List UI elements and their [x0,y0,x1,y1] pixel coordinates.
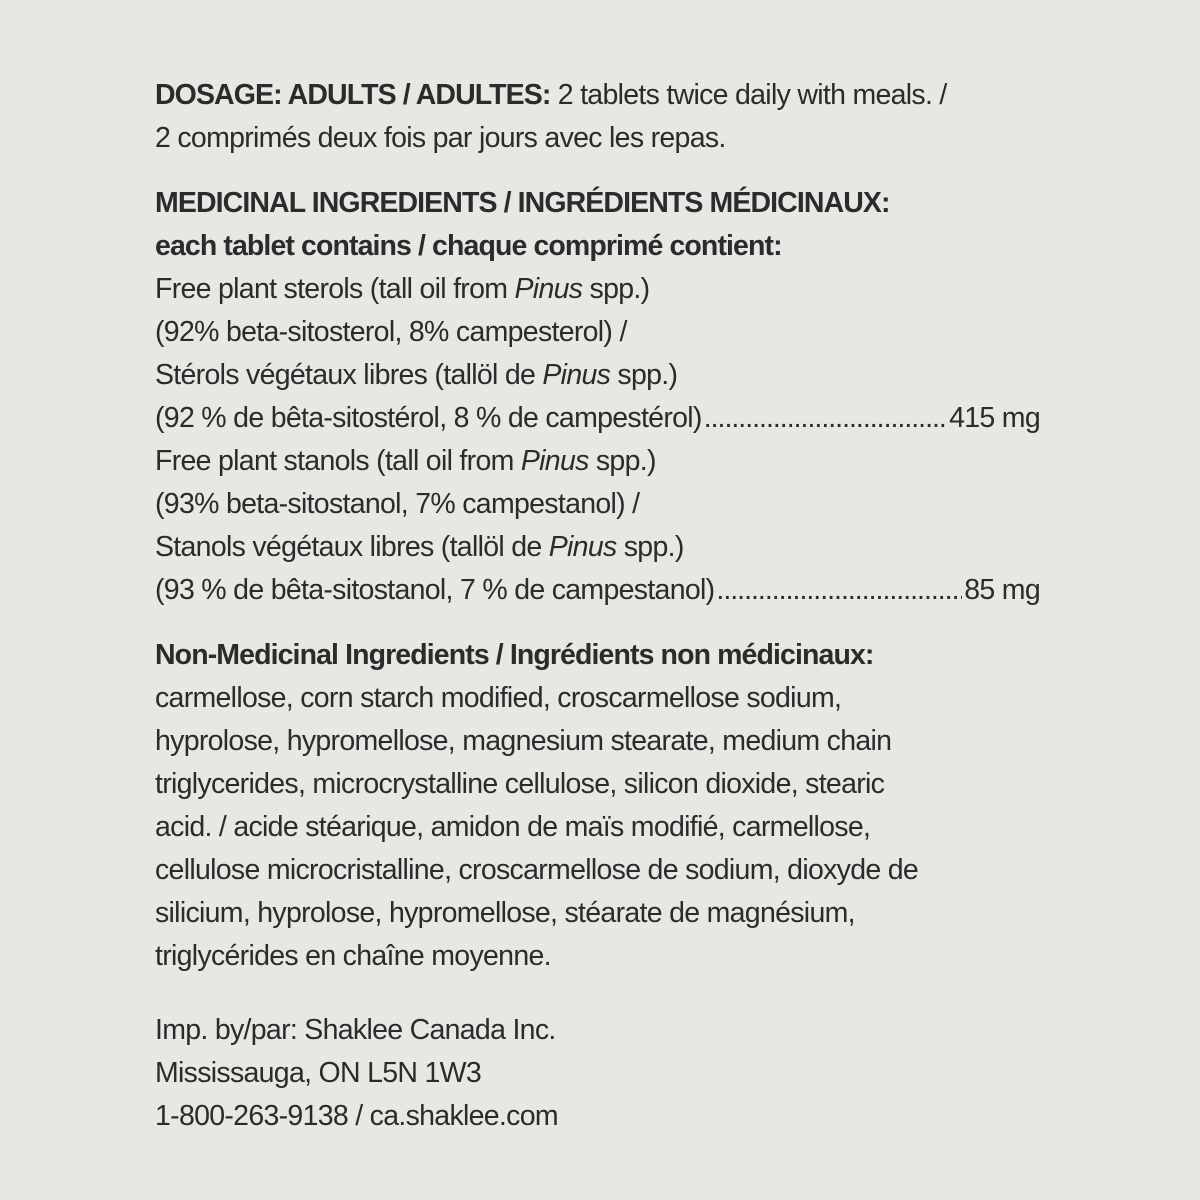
dosage-line-1 [155,74,1055,117]
stanols-amount-row [155,569,1040,612]
genus-name: Pinus [520,445,589,477]
non-medicinal-line: triglycérides en chaîne moyenne. [155,940,551,972]
importer-contact: 1-800-263-9138 / ca.shaklee.com [155,1100,558,1132]
dosage-heading: DOSAGE: ADULTS / ADULTES: [155,79,551,111]
sterols-line-1: Free plant sterols (tall oil from Pinus spp.) [155,273,650,305]
dot-leader [716,569,962,612]
non-medicinal-line: hyprolose, hypromellose, magnesium stearate, medium chain [155,725,892,757]
importer-line: Imp. by/par: Shaklee Canada Inc. [155,1014,556,1046]
genus-name: Pinus [548,531,617,563]
dot-leader [704,397,947,440]
non-medicinal-ingredients-section [155,634,1055,978]
medicinal-heading: MEDICINAL INGREDIENTS / INGRÉDIENTS MÉDICINAUX: [155,187,890,219]
non-medicinal-heading: Non-Medicinal Ingredients / Ingrédients non médicinaux: [155,639,874,671]
non-medicinal-line: carmellose, corn starch modified, croscarmellose sodium, [155,682,842,714]
genus-name: Pinus [514,273,583,305]
non-medicinal-line: acid. / acide stéarique, amidon de maïs modifié, carmellose, [155,811,871,843]
stanols-line-2: (93% beta-sitostanol, 7% campestanol) / [155,488,640,520]
importer-section [155,1009,1055,1138]
medicinal-ingredients-section [155,182,1055,612]
medicinal-subheading: each tablet contains / chaque comprimé contient: [155,230,782,262]
dosage-line-2: 2 comprimés deux fois par jours avec les repas. [155,122,726,154]
stanols-amount: 85 mg [964,574,1040,606]
product-label [155,74,1055,1138]
stanols-line-3: Stanols végétaux libres (tallöl de Pinus spp.) [155,531,684,563]
dosage-text: 2 tablets twice daily with meals. / [550,79,947,111]
sterols-line-3: Stérols végétaux libres (tallöl de Pinus spp.) [155,359,678,391]
stanols-line-1: Free plant stanols (tall oil from Pinus spp.) [155,445,656,477]
sterols-line-4: (92 % de bêta-sitostérol, 8 % de campestérol) [155,402,702,434]
non-medicinal-line: triglycerides, microcrystalline cellulose, silicon dioxide, stearic [155,768,885,800]
non-medicinal-line: silicium, hyprolose, hypromellose, stéarate de magnésium, [155,897,855,929]
dosage-section [155,74,1055,160]
stanols-line-4: (93 % de bêta-sitostanol, 7 % de campestanol) [155,574,715,606]
importer-address: Mississauga, ON L5N 1W3 [155,1057,482,1089]
sterols-amount: 415 mg [949,402,1040,434]
sterols-amount-row [155,397,1040,440]
genus-name: Pinus [542,359,611,391]
sterols-line-2: (92% beta-sitosterol, 8% campesterol) / [155,316,627,348]
non-medicinal-line: cellulose microcristalline, croscarmellose de sodium, dioxyde de [155,854,919,886]
